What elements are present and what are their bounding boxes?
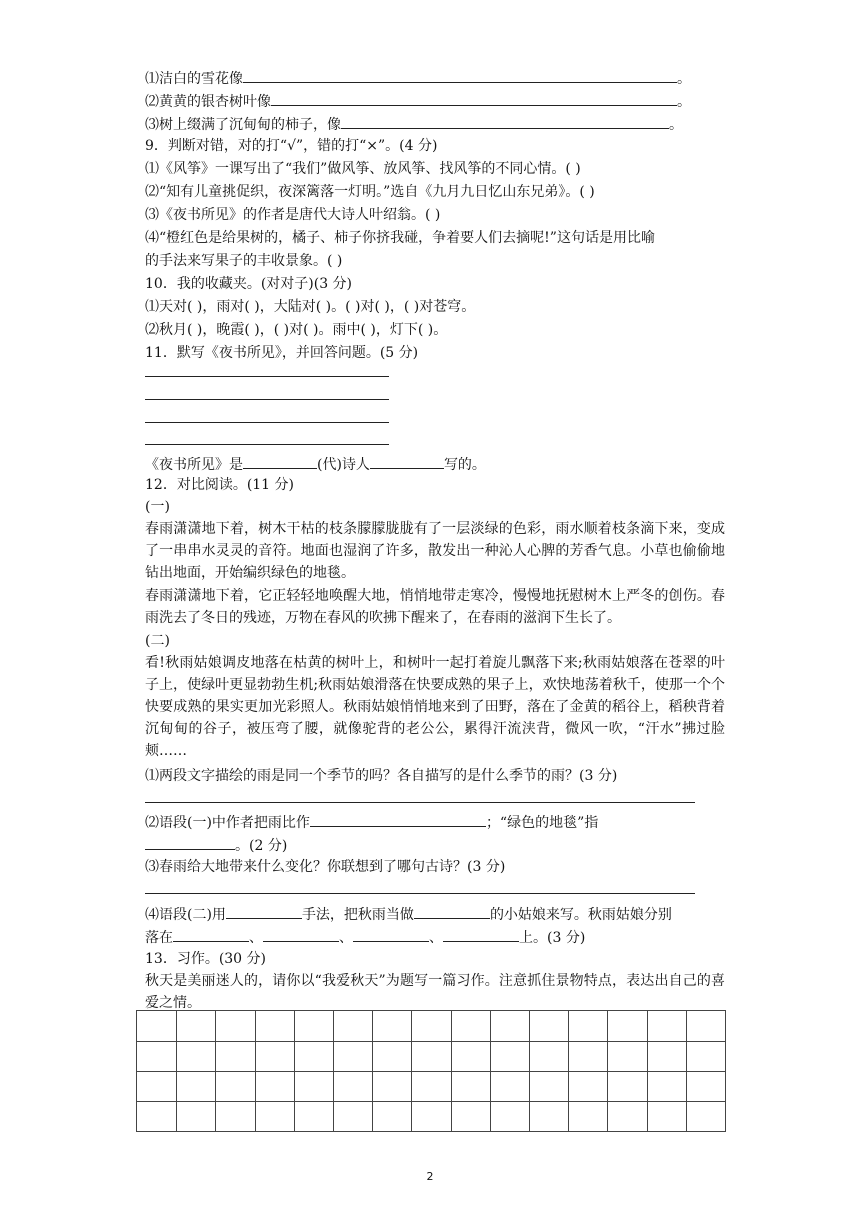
page-number: 2 [426,1170,434,1183]
end-mark: 。 [677,94,691,110]
grid-row-line [137,1041,725,1042]
location-blank-4[interactable] [443,925,519,942]
q10-line-1: ⑴天对( )，雨对( )，大陆对( )。( )对( )，( )对苍穹。 [145,299,476,315]
q11-answer-text-b: (代)诗人 [317,457,370,473]
q12-subquestion-3: ⑶春雨给大地带来什么变化？你联想到了哪句古诗？(3 分) [145,859,506,875]
q9-item-1: ⑴《风筝》一课写出了“我们”做风筝、放风筝、找风筝的不同心情。( ) [145,161,581,177]
grid-row-line [137,1101,725,1102]
sq2-text-b: ；“绿色的地毯”指 [485,815,599,831]
answer-blank[interactable] [243,66,677,83]
location-blank-3[interactable] [353,925,429,942]
q9-item-4-line-2: 的手法来写果子的丰收景象。( ) [145,253,343,269]
q9-title: 9．判断对错，对的打“√”，错的打“×”。(4 分) [145,138,438,154]
sq4-text-c: 的小姑娘来写。秋雨姑娘分别 [489,907,672,923]
fill-line-2-text: ⑵黄黄的银杏树叶像 [145,94,271,110]
fill-line-3 [145,112,683,136]
sq4-text-a: ⑷语段(二)用 [145,907,226,923]
poem-writing-line[interactable] [145,422,389,423]
metaphor-blank[interactable] [310,810,486,827]
q12-title: 12．对比阅读。(11 分) [145,477,295,493]
fill-line-1 [145,66,691,90]
end-mark: 。 [669,117,683,133]
poem-writing-line[interactable] [145,399,389,400]
fill-line-2 [145,89,691,113]
sq4-text-d: 落在 [145,930,173,946]
q12-subquestion-4-line-1 [145,902,672,926]
end-mark: 。 [677,71,691,87]
writing-grid[interactable] [136,1010,726,1132]
location-blank-2[interactable] [263,925,339,942]
q11-answer-text-c: 写的。 [443,457,486,473]
answer-blank[interactable] [341,112,669,129]
poem-writing-line[interactable] [145,376,389,377]
dynasty-blank[interactable] [243,452,317,469]
q12-subquestion-2-line-2 [145,833,287,857]
separator: 、 [429,930,443,946]
q10-line-2: ⑵秋月( )，晚霞( )，( )对( )。雨中( )，灯下( )。 [145,322,448,338]
answer-line[interactable] [145,893,695,894]
q9-item-3: ⑶《夜书所见》的作者是唐代大诗人叶绍翁。( ) [145,207,441,223]
fill-line-3-text: ⑶树上缀满了沉甸甸的柿子，像 [145,117,341,133]
q12-subquestion-4-line-2 [145,925,585,949]
poem-writing-line[interactable] [145,444,389,445]
fill-line-1-text: ⑴洁白的雪花像 [145,71,243,87]
reading-paragraph-1: 春雨潇潇地下着，树木干枯的枝条朦朦胧胧有了一层淡绿的色彩，雨水顺着枝条滴下来，变成了一串串水灵灵的音符。地面也湿润了许多，散发出一种沁人心脾的芳香气息。小草也偷偷地钻出地面，开始编织绿色的地毯。 [145,521,725,581]
separator: 、 [249,930,263,946]
character-blank[interactable] [414,902,490,919]
q9-item-2: ⑵“知有儿童挑促织，夜深篱落一灯明。”选自《九月九日忆山东兄弟》。( ) [145,184,595,200]
section-label-1: (一) [145,499,170,515]
technique-blank[interactable] [226,902,302,919]
sq4-text-b: 手法，把秋雨当做 [301,907,414,923]
q11-answer-text-a: 《夜书所见》是 [145,457,243,473]
sq4-text-end: 上。(3 分) [519,930,586,946]
q9-item-4-line-1: ⑷“橙红色是给果树的，橘子、柿子你挤我碰，争着要人们去摘呢!”这句话是用比喻 [145,230,655,246]
reading-paragraph-2: 春雨潇潇地下着，它正轻轻地唤醒大地，悄悄地带走寒冷，慢慢地抚慰树木上严冬的创伤。春雨洗去了冬日的残迹，万物在春风的吹拂下醒来了，在春雨的滋润下生长了。 [145,588,725,626]
poet-blank[interactable] [370,452,444,469]
answer-blank[interactable] [271,89,677,106]
q10-title: 10．我的收藏夹。(对对子)(3 分) [145,276,353,292]
q13-prompt: 秋天是美丽迷人的，请你以“我爱秋天”为题写一篇习作。注意抓住景物特点，表达出自己的喜爱之情。 [145,973,725,1011]
sq2-text-c: 。(2 分) [235,838,288,854]
q13-title: 13．习作。(30 分) [145,951,267,967]
location-blank-1[interactable] [173,925,249,942]
answer-line[interactable] [145,802,695,803]
sq2-text-a: ⑵语段(一)中作者把雨比作 [145,815,310,831]
reading-paragraph-3: 看!秋雨姑娘调皮地落在枯黄的树叶上，和树叶一起打着旋儿飘落下来;秋雨姑娘落在苍翠的叶子上，使绿叶更显勃勃生机;秋雨姑娘滑落在快要成熟的果子上，欢快地荡着秋千，使那一个个快要成熟的果实更加光彩照人。秋雨姑娘悄悄地来到了田野，落在了金黄的稻谷上，稻秧背着沉甸甸的谷子，被压弯了腰，就像驼背的老公公，累得汗流浃背，微风一吹，“汗水”拂过脸颊…… [145,655,725,759]
q12-subquestion-1: ⑴两段文字描绘的雨是同一个季节的吗？各自描写的是什么季节的雨？(3 分) [145,768,618,784]
q12-subquestion-2-line-1 [145,810,598,834]
grid-row-line [137,1071,725,1072]
separator: 、 [339,930,353,946]
carpet-meaning-blank[interactable] [145,833,235,850]
q11-answer [145,452,486,476]
section-label-2: (二) [145,633,170,649]
q11-title: 11．默写《夜书所见》，并回答问题。(5 分) [145,345,419,361]
